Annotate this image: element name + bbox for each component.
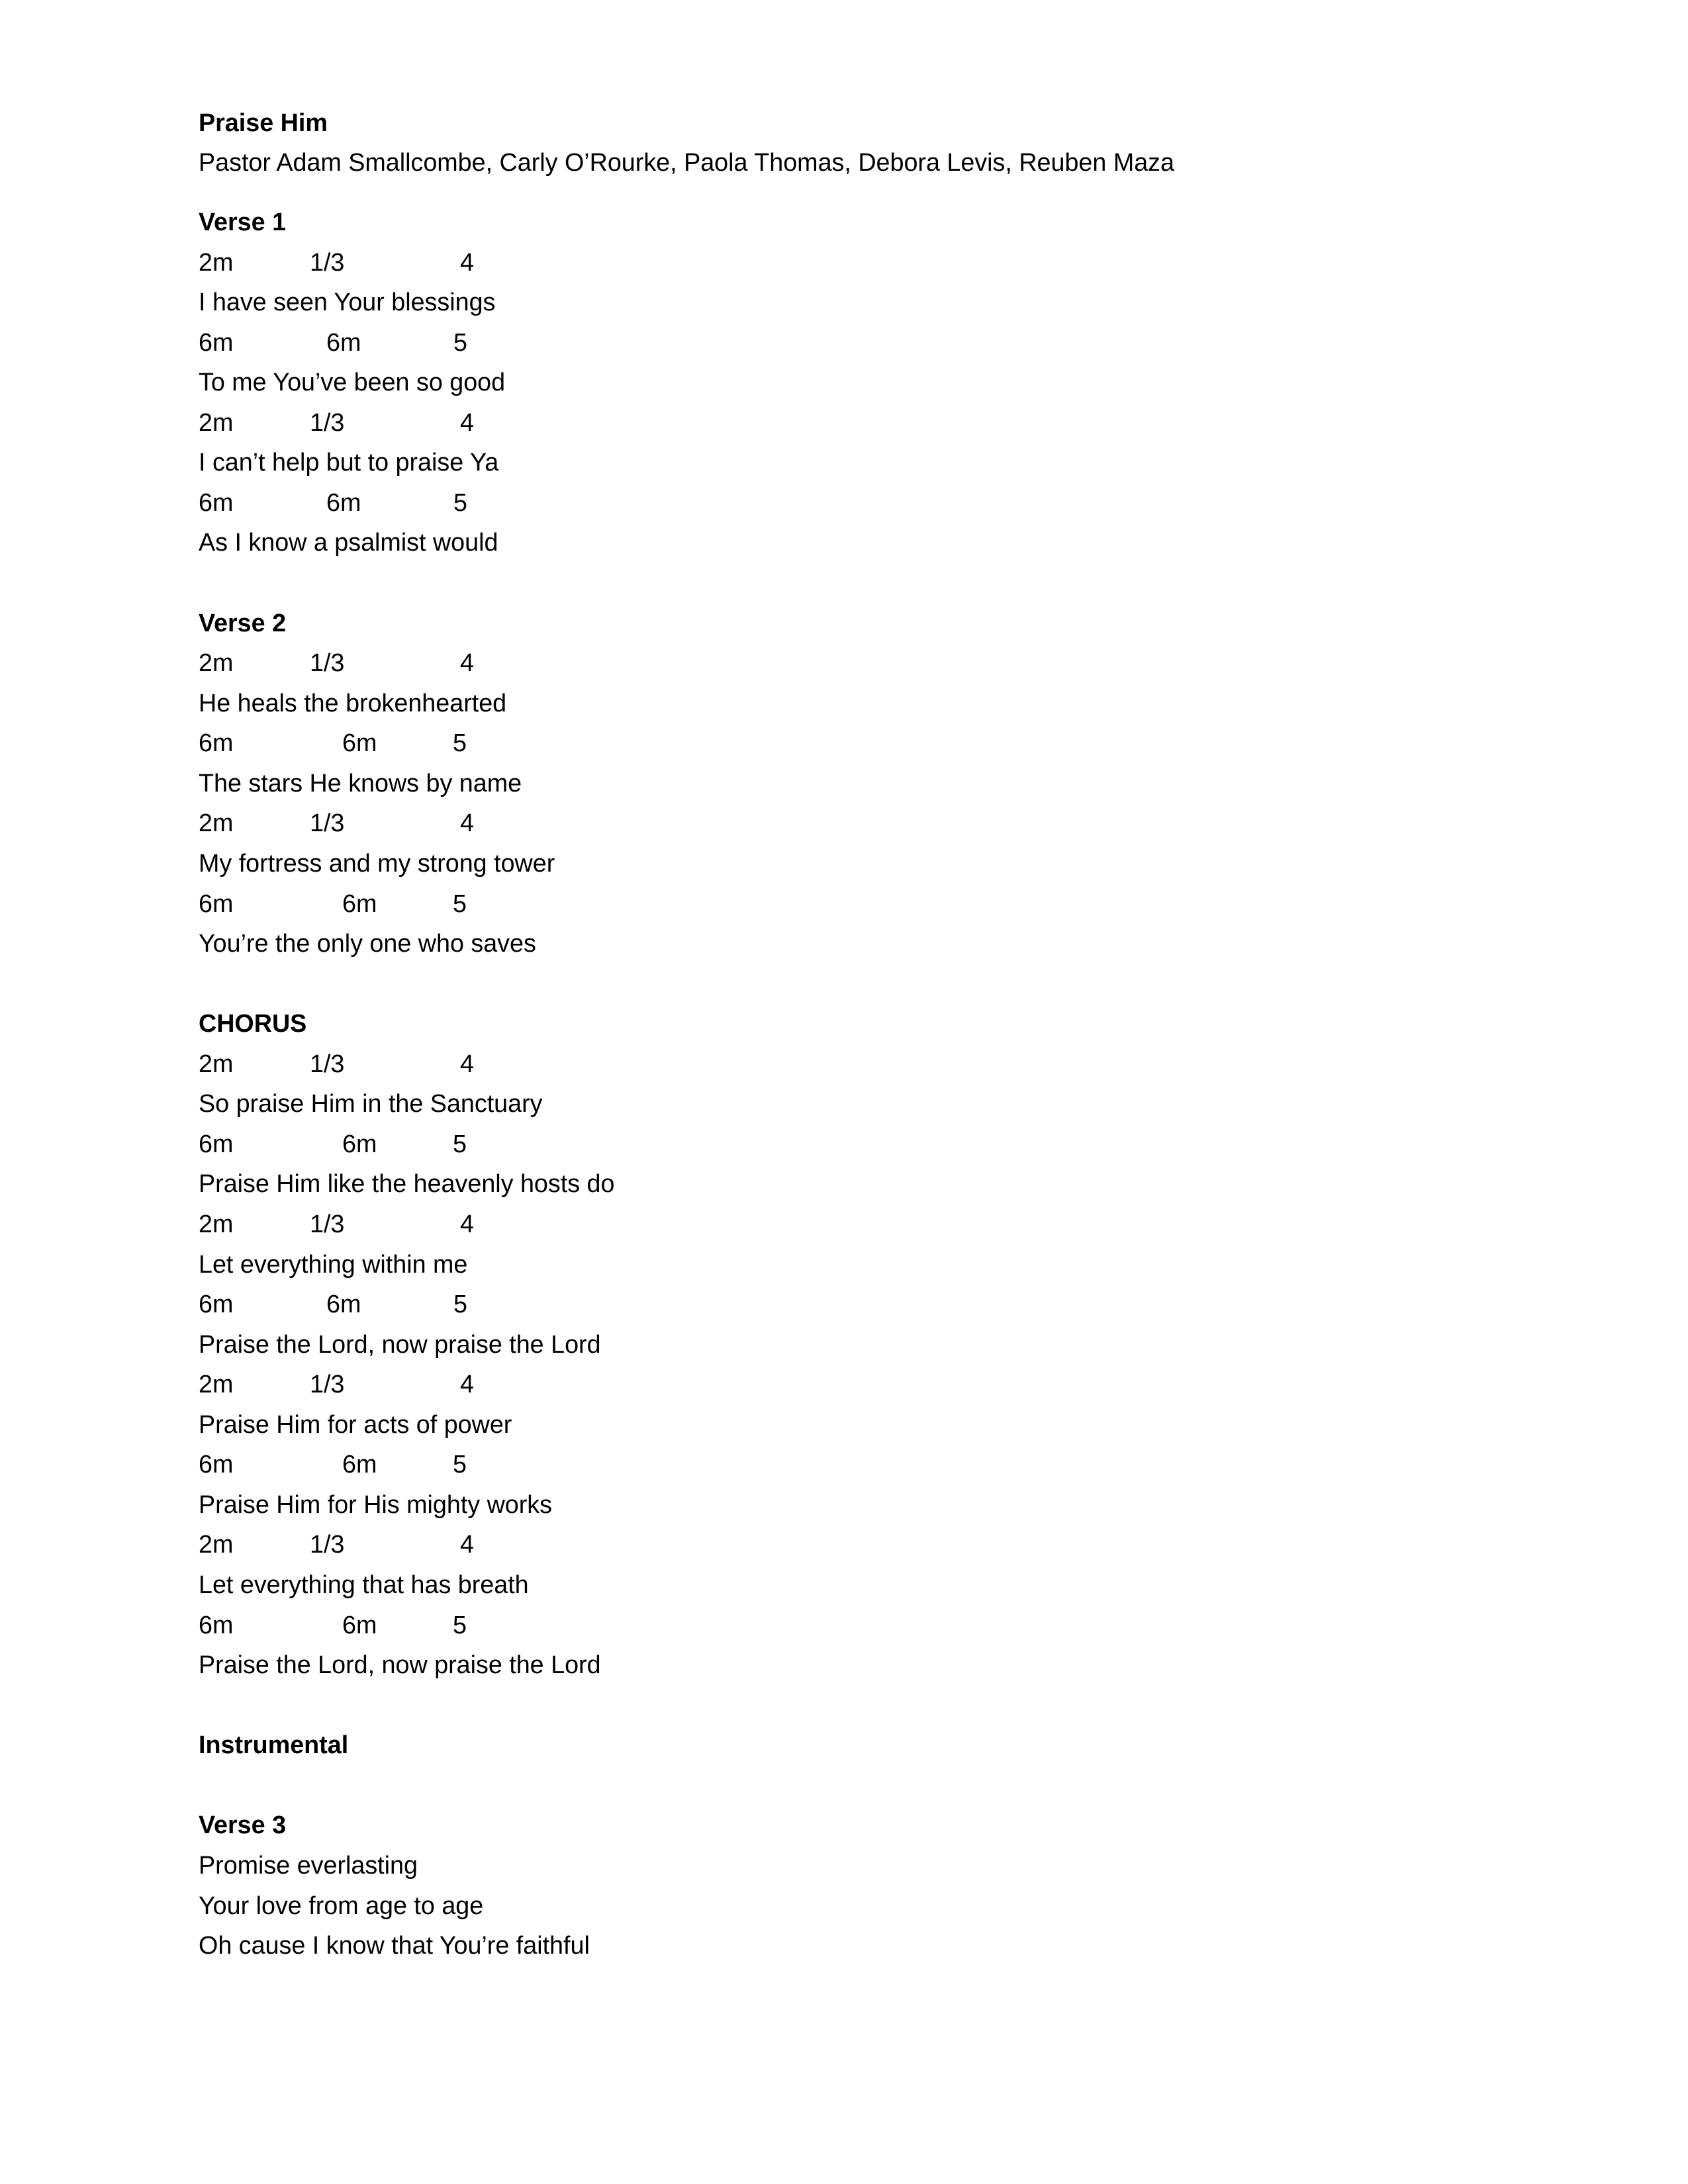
chord: 6m [342,889,377,917]
chord: 5 [453,488,467,516]
chord: 1/3 [310,809,345,837]
chord: 6m [326,488,361,516]
chord: 5 [453,1450,467,1479]
chord-line [0,1124,794,1163]
chord: 2m [199,248,234,276]
chord: 6m [342,1610,377,1639]
lyric-line: My fortress and my strong tower [199,848,555,877]
chord: 2m [199,1370,234,1398]
chord: 1/3 [310,649,345,677]
chord: 5 [453,1290,467,1318]
lyric-line: The stars He knows by name [199,768,522,797]
chord: 2m [199,1210,234,1238]
chord-line [0,1524,794,1564]
lyric-line: He heals the brokenhearted [199,688,507,717]
chord: 6m [342,1450,377,1479]
chord-line [0,1444,794,1484]
chord: 2m [199,1049,234,1077]
chord: 4 [460,809,474,837]
chord: 4 [460,1210,474,1238]
chord: 2m [199,408,234,436]
chord: 1/3 [310,1210,345,1238]
chord-line [0,1044,794,1083]
chord: 4 [460,248,474,276]
chord-line [0,1204,794,1244]
song-title: Praise Him [199,109,328,136]
chord: 1/3 [310,248,345,276]
lyric-line: Promise everlasting [199,1850,418,1879]
section-heading: Verse 3 [199,1811,287,1839]
chord: 6m [199,1450,234,1479]
chord: 6m [199,488,234,516]
lyric-line: Let everything within me [199,1250,468,1278]
chord: 1/3 [310,1530,345,1559]
chord: 6m [326,328,361,356]
chord: 5 [453,729,467,757]
chord-line [0,643,794,682]
chord-line [0,402,794,442]
chord-line [0,1364,794,1404]
chord-line [0,723,794,762]
section-heading: Instrumental [199,1731,349,1759]
lyric-line: I can’t help but to praise Ya [199,448,499,477]
chord: 6m [199,1610,234,1639]
chord: 5 [453,328,467,356]
chord: 4 [460,1370,474,1398]
chord: 1/3 [310,1370,345,1398]
lyric-line: To me You’ve been so good [199,368,506,396]
chord: 4 [460,408,474,436]
chord: 2m [199,809,234,837]
lyric-line: Praise the Lord, now praise the Lord [199,1651,601,1679]
chord: 5 [453,889,467,917]
lyric-line: Praise Him like the heavenly hosts do [199,1169,615,1198]
chord: 2m [199,1530,234,1559]
chord-line [0,242,794,282]
chord: 4 [460,649,474,677]
lyric-line: Praise Him for His mighty works [199,1490,552,1518]
section-heading: Verse 2 [199,608,287,637]
chord: 1/3 [310,408,345,436]
chord-line [0,803,794,842]
lyric-line: I have seen Your blessings [199,288,496,316]
lyric-line: Praise Him for acts of power [199,1410,512,1438]
chord: 6m [342,729,377,757]
lyric-line: So praise Him in the Sanctuary [199,1089,543,1118]
chord: 6m [199,328,234,356]
chord: 5 [453,1129,467,1158]
lyric-line: Your love from age to age [199,1891,484,1919]
chord: 5 [453,1610,467,1639]
lyric-line: Let everything that has breath [199,1570,529,1599]
chord: 6m [342,1129,377,1158]
lyric-line: Oh cause I know that You’re faithful [199,1931,590,1960]
chord: 1/3 [310,1049,345,1077]
lyric-line: Praise the Lord, now praise the Lord [199,1330,601,1358]
lyric-line: As I know a psalmist would [199,528,498,557]
chord: 6m [326,1290,361,1318]
section-heading: Verse 1 [199,208,287,236]
chord-line [0,1605,794,1645]
chord: 4 [460,1530,474,1559]
chord: 6m [199,889,234,917]
chord: 6m [199,729,234,757]
chord-line [0,322,794,362]
chord-line [0,884,794,923]
chord: 4 [460,1049,474,1077]
chord: 6m [199,1129,234,1158]
chord: 6m [199,1290,234,1318]
section-heading: CHORUS [199,1009,307,1038]
chord: 2m [199,649,234,677]
chord-line [0,482,794,522]
chord-line [0,1284,794,1324]
song-authors: Pastor Adam Smallcombe, Carly O’Rourke, Paola Thomas, Debora Levis, Reuben Maza [199,148,1174,176]
lyric-line: You’re the only one who saves [199,929,536,958]
